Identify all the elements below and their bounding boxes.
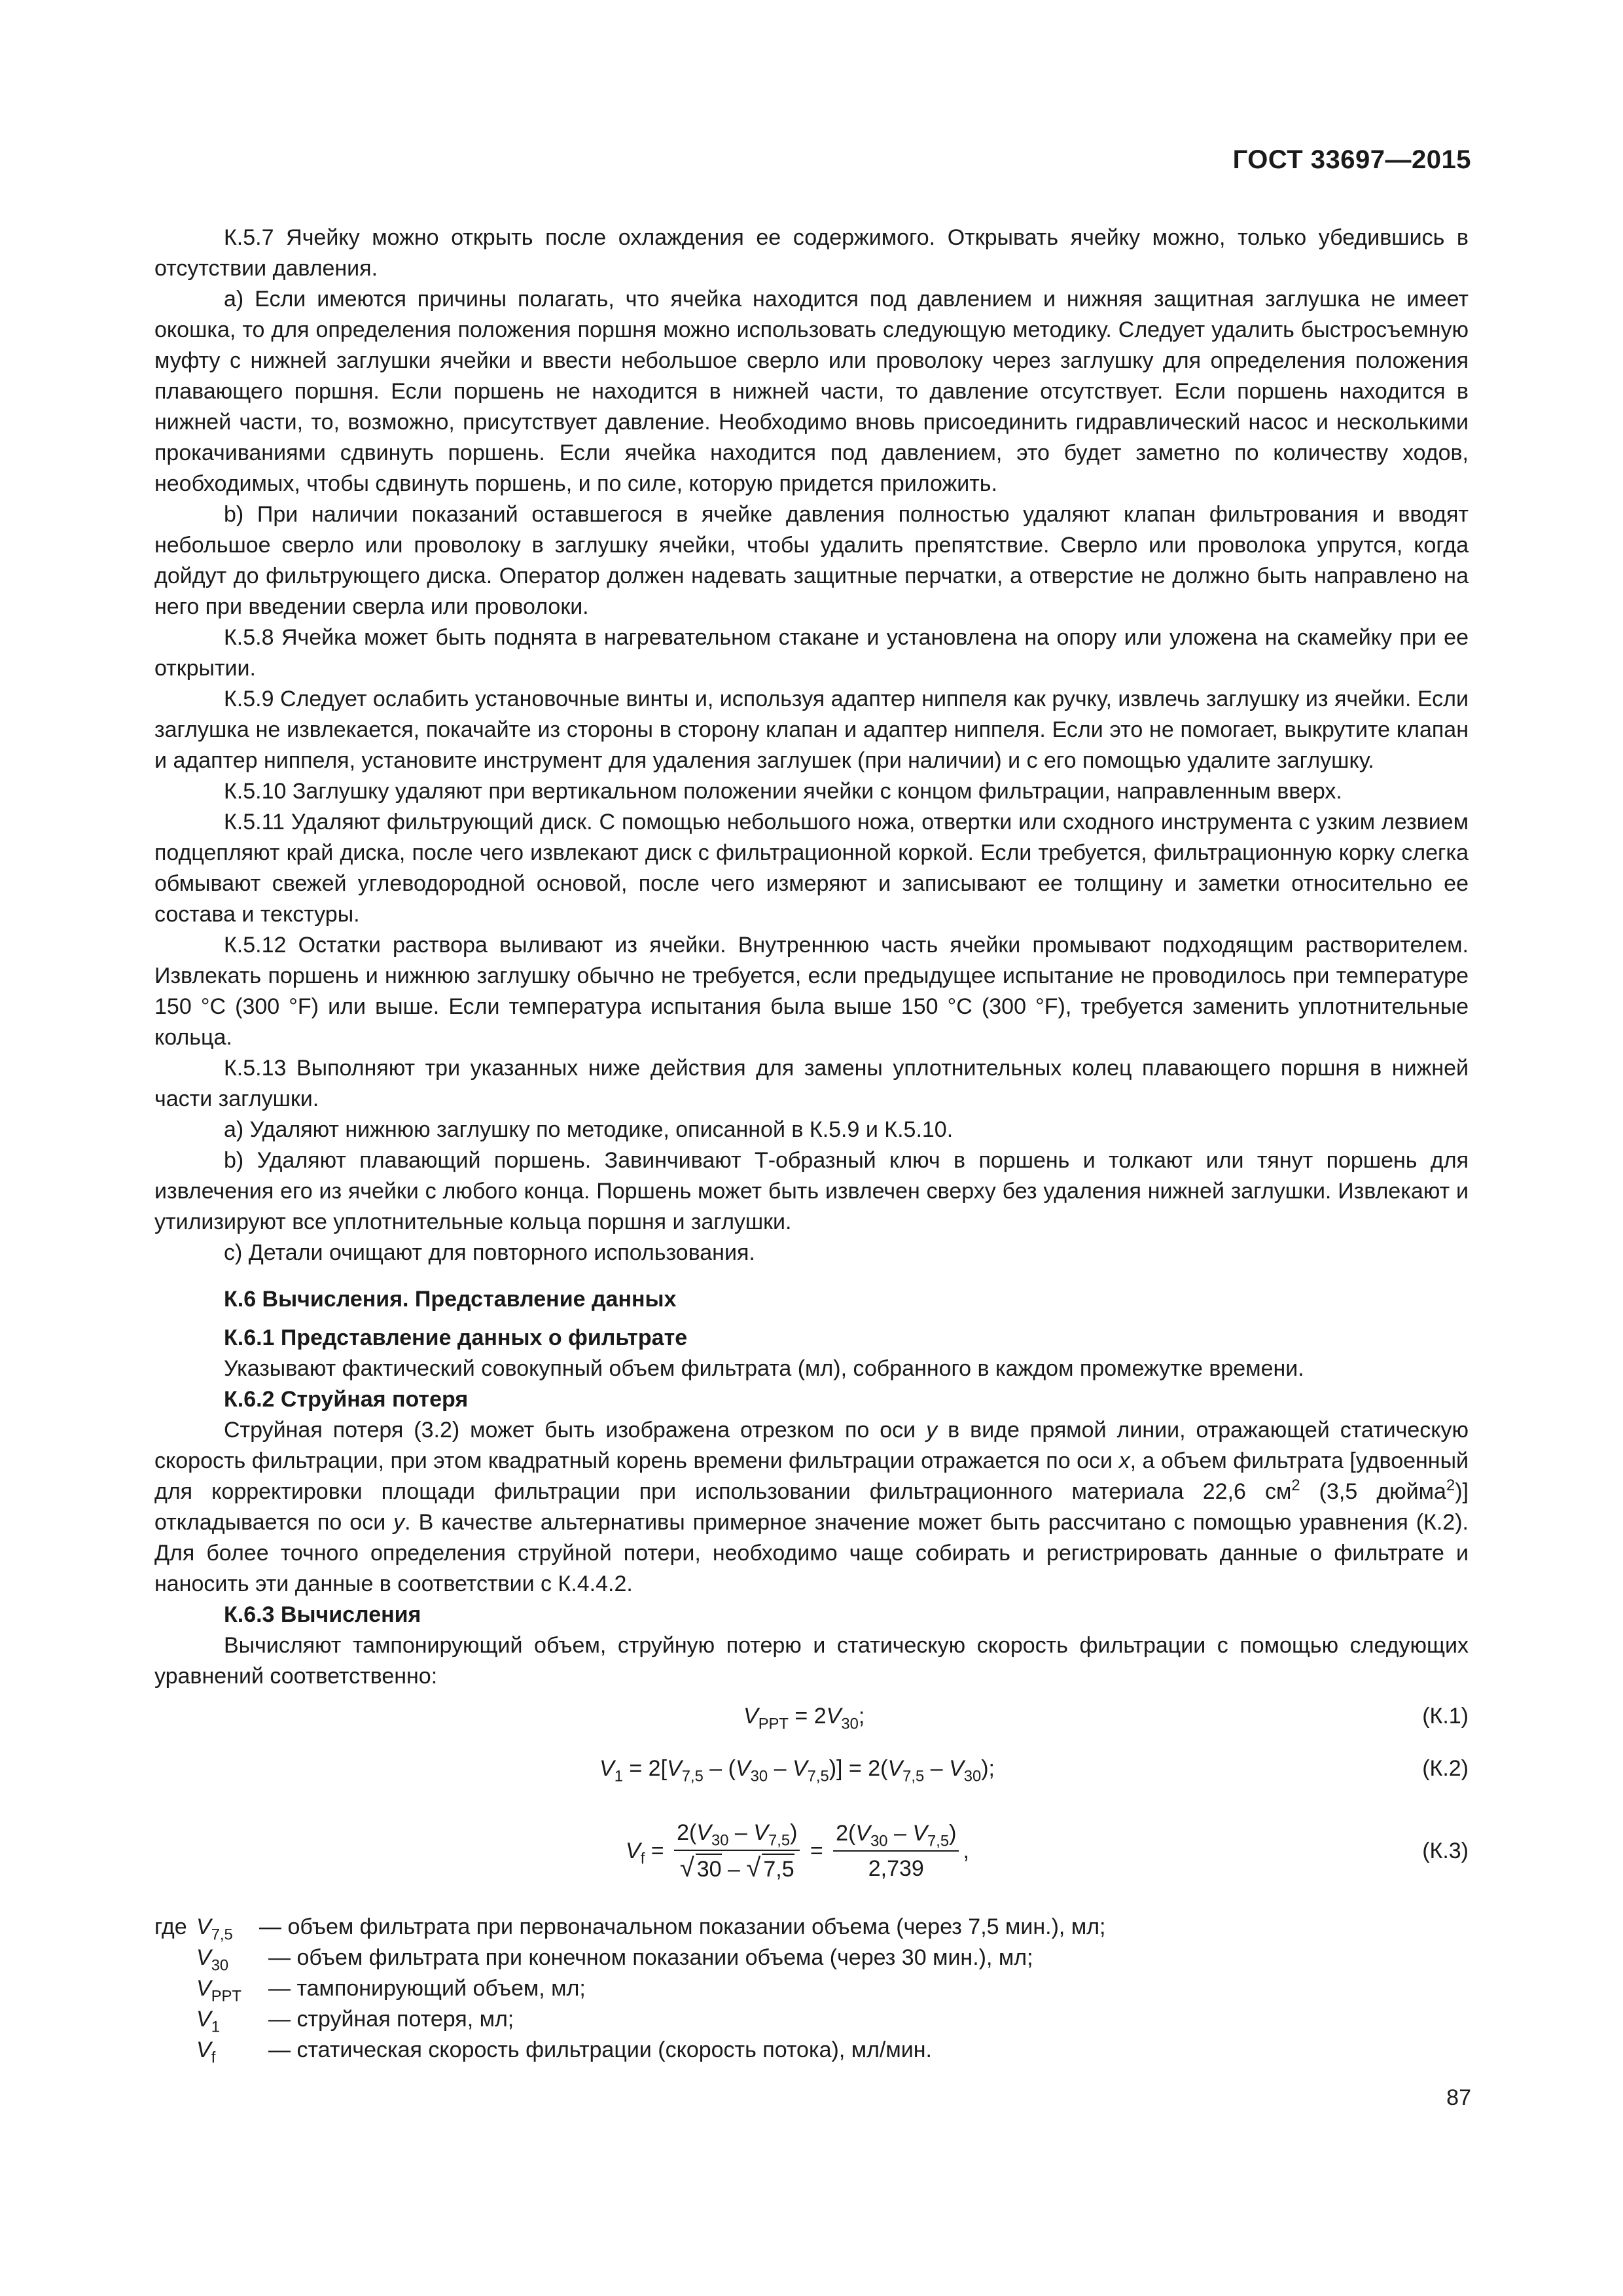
paragraph-k512: К.5.12 Остатки раствора выливают из ячейки. Внутреннюю часть ячейки промывают подходящим растворителем. Извлекать поршень и нижнюю заглушку обычно не требуется, если предыдущее испытание не проводилось при температуре 150 °С (300 °F) или выше. Если температура испытания была выше 150 °С (300 °F), требуется заменить уплотнительные кольца. bbox=[154, 933, 1469, 1050]
standard-designation: ГОСТ 33697—2015 bbox=[1232, 145, 1471, 174]
legend-row: $V_1$ — струйная потеря, мл; bbox=[196, 2007, 514, 2036]
section-k6-title: К.6 Вычисления. Представление данных bbox=[224, 1287, 677, 1312]
equation-k1-number: (К.1) bbox=[1422, 1704, 1469, 1729]
equation-k3-fraction-1: $\frac{2(V_{30} - V_{7,5})}{√ 30 - √ 7,5}$ bbox=[674, 1818, 800, 1884]
equation-k3 bbox=[154, 1802, 1469, 1900]
paragraph-k59: К.5.9 Следует ослабить установочные винты и, используя адаптер ниппеля как ручку, извлечь заглушку из ячейки. Если заглушка не извлекается, покачайте из стороны в сторону клапан и адаптер ниппеля. Если это не помогает, выкрутите клапан и адаптер ниппеля, установите инструмент для удаления заглушек (при наличии) и с его помощью удалите заглушку. bbox=[154, 687, 1469, 773]
paragraph-k57: К.5.7 Ячейку можно открыть после охлаждения ее содержимого. Открывать ячейку можно, только убедившись в отсутствии давления. bbox=[154, 225, 1469, 281]
equation-k2-expression: $V_1 = 2[V_{7,5} - (V_{30} - V_{7,5})] = 2(V_{7,5} - V_{30})$; bbox=[599, 1756, 995, 1785]
paragraph-k57-a: a) Если имеются причины полагать, что ячейка находится под давлением и нижняя защитная заглушка не имеет окошка, то для определения положения поршня можно использовать следующую методику. Следует удалить быстросъемную муфту с нижней заглушки ячейки и ввести небольшое сверло или проволоку через заглушку для определения положения плавающего поршня. Если поршень не находится в нижней части, то давление отсутствует. Если поршень находится в нижней части, то, возможно, присутствует давление. Необходимо вновь присоединить гидравлический насос и несколькими прокачиваниями сдвинуть поршень. Если ячейка находится под давлением, это будет заметно по количеству ходов, необходимых, чтобы сдвинуть поршень, и по силе, которую придется приложить. bbox=[154, 287, 1469, 496]
section-k62-text: Струйная потеря (3.2) может быть изображена отрезком по оси y в виде прямой линии, отражающей статическую скорость фильтрации, при этом квадратный корень времени фильтрации отражается по оси x, а объем фильтрата [удвоенный для корректировки площади фильтрации при использовании фильтрационного материала 22,6 $см^2$ (3,5 дюйма$^2$)] откладывается по оси y. В качестве альтернативы примерное значение может быть рассчитано с помощью уравнения (К.2). Для более точного определения струйной потери, необходимо чаще собирать и регистрировать данные о фильтрате и наносить эти данные в соответствии с К.4.4.2. bbox=[154, 1418, 1469, 1596]
page-content bbox=[154, 223, 1469, 2066]
section-k63-text: Вычисляют тампонирующий объем, струйную потерю и статическую скорость фильтрации с помощью следующих уравнений соответственно: bbox=[154, 1633, 1469, 1689]
paragraph-k513: К.5.13 Выполняют три указанных ниже действия для замены уплотнительных колец плавающего поршня в нижней части заглушки. bbox=[154, 1056, 1469, 1111]
equation-k2-number: (К.2) bbox=[1422, 1756, 1469, 1781]
paragraph-k513-a: a) Удаляют нижнюю заглушку по методике, описанной в К.5.9 и К.5.10. bbox=[224, 1117, 954, 1142]
equation-k3-expression: $V_f$ = $\frac{2(V_{30} - V_{7,5})}{√ 30 - √ 7,5}$ = $\frac{2(V_{30} - V_{7,5})}{2,739}$ , bbox=[626, 1802, 969, 1900]
section-k61-title: К.6.1 Представление данных о фильтрате bbox=[224, 1325, 688, 1350]
paragraph-k57-b: b) При наличии показаний оставшегося в ячейке давления полностью удаляют клапан фильтрования и вводят небольшое сверло или проволоку в заглушку ячейки, чтобы удалить препятствие. Сверло или проволока упрутся, когда дойдут до фильтрующего диска. Оператор должен надевать защитные перчатки, а отверстие не должно быть направлено на него при введении сверла или проволоки. bbox=[154, 502, 1469, 619]
equation-k3-fraction-2: $\frac{2(V_{30} - V_{7,5})}{2,739}$ bbox=[833, 1819, 959, 1883]
section-k61-text: Указывают фактический совокупный объем фильтрата (мл), собранного в каждом промежутке времени. bbox=[224, 1356, 1304, 1381]
legend-row: где $V_{7,5}$ — объем фильтрата при первоначальном показании объема (через 7,5 мин.), мл; bbox=[154, 1914, 1106, 1944]
variables-legend bbox=[154, 1912, 1469, 2066]
page-number: 87 bbox=[1446, 2085, 1471, 2110]
legend-row: $V_{PPT}$ — тампонирующий объем, мл; bbox=[196, 1976, 586, 2005]
section-k62-title: К.6.2 Струйная потеря bbox=[224, 1387, 469, 1412]
equation-k1-expression: $V_{PPT} = 2V_{30}$; bbox=[743, 1704, 865, 1733]
paragraph-k513-b: b) Удаляют плавающий поршень. Завинчивают Т-образный ключ в поршень и толкают или тянут поршень для извлечения его из ячейки с любого конца. Поршень может быть извлечен сверху без удаления нижней заглушки. Извлекают и утилизируют все уплотнительные кольца поршня и заглушки. bbox=[154, 1148, 1469, 1234]
legend-row: $V_{30}$ — объем фильтрата при конечном показании объема (через 30 мин.), мл; bbox=[196, 1945, 1033, 1975]
paragraph-k513-c: c) Детали очищают для повторного использования. bbox=[224, 1240, 755, 1265]
paragraph-k511: К.5.11 Удаляют фильтрующий диск. С помощью небольшого ножа, отвертки или сходного инструмента с узким лезвием подцепляют край диска, после чего извлекают диск с фильтрационной коркой. Если требуется, фильтрационную корку слегка обмывают свежей углеводородной основой, после чего измеряют и записывают ее толщину и заметки относительно ее состава и текстуры. bbox=[154, 810, 1469, 927]
paragraph-k510: К.5.10 Заглушку удаляют при вертикальном положении ячейки с концом фильтрации, направленным вверх. bbox=[224, 779, 1342, 804]
equation-k2 bbox=[154, 1744, 1469, 1797]
legend-row: $V_f$ — статическая скорость фильтрации (скорость потока), мл/мин. bbox=[196, 2037, 932, 2067]
equation-k1 bbox=[154, 1692, 1469, 1744]
equation-k3-number: (К.3) bbox=[1422, 1839, 1469, 1863]
paragraph-k58: К.5.8 Ячейка может быть поднята в нагревательном стакане и установлена на опору или уложена на скамейку при ее открытии. bbox=[154, 625, 1469, 681]
section-k63-title: К.6.3 Вычисления bbox=[224, 1602, 421, 1627]
